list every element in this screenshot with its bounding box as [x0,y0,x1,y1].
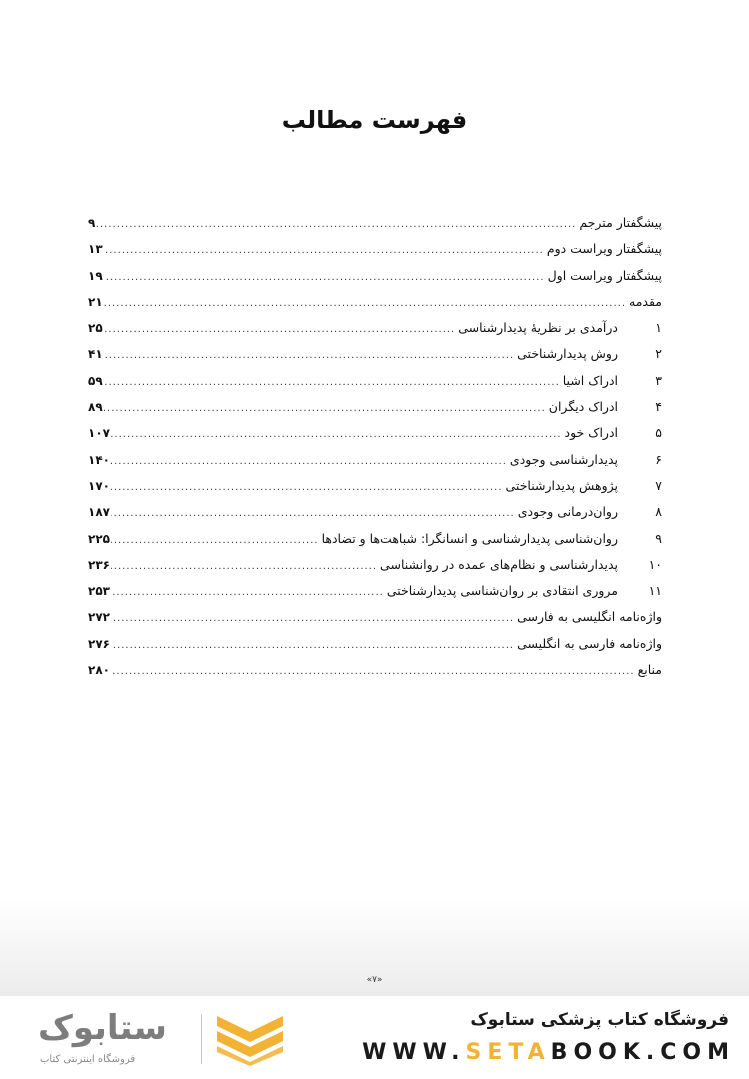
toc-entry-title: پیشگفتار ویراست دوم [546,241,662,257]
toc-entry[interactable] [88,657,662,683]
toc-page-number: ۱۸۷ [88,505,110,520]
toc-page-number: ۲۵۳ [88,584,110,599]
toc-entry[interactable] [88,289,662,315]
toc-entry-title: مروری انتقادی بر روان‌شناسی پدیدارشناختی [386,583,618,599]
toc-entry-title: منابع [637,662,662,678]
toc-entry[interactable] [88,236,662,262]
page-title: فهرست مطالب [281,106,468,134]
toc-entry[interactable] [88,604,662,630]
toc-page-number: ۱۹ [88,268,103,283]
toc-chapter-number: ۹ [655,530,662,546]
toc-page-number: ۸۹ [88,400,103,415]
toc-chapter-number: ۷ [655,477,662,493]
toc-page-number: ۲۳۶ [88,557,110,572]
toc-chapter-number: ۶ [655,451,662,467]
toc-entry-title: پیشگفتار ویراست اول [547,267,662,283]
dot-leader [104,317,456,343]
toc-chapter-number: ۱ [655,320,662,336]
toc-entry-title: روان‌درمانی وجودی [517,504,618,520]
url-highlight: SETA [465,1040,551,1065]
toc-chapter-number: ۴ [655,399,662,415]
dot-leader [104,343,514,369]
toc-entry-title: پیشگفتار مترجم [579,215,662,230]
toc-entry[interactable] [88,315,662,341]
stacked-books-icon [215,1012,285,1066]
toc-entry-title: پدیدارشناسی و نظام‌های عمده در روانشناسی [380,556,618,572]
shop-url[interactable] [362,1040,735,1065]
toc-page-number: ۲۵ [88,321,103,336]
toc-page-number: ۲۱ [88,294,103,309]
toc-entry[interactable] [88,263,662,289]
toc-page-number: ۲۲۵ [88,531,110,546]
toc-entry-title: پژوهش پدیدارشناختی [505,477,618,493]
toc-entry-title: روان‌شناسی پدیدارشناسی و انسانگرا: شباهت‌ها و تضادها [321,530,618,546]
toc-chapter-number: ۵ [655,425,662,441]
toc-entry-title: پدیدارشناسی وجودی [509,451,618,467]
toc-chapter-number: ۱۰ [648,556,662,572]
toc-entry-title: روش پدیدارشناختی [517,346,618,362]
toc-page-number: ۱۳ [88,242,103,257]
toc-chapter-number: ۲ [655,346,662,362]
dot-leader [104,291,626,317]
toc-entry-title: ادراک خود [564,425,618,441]
toc-page-number: ۱۰۷ [88,426,110,441]
url-suffix: BOOK.COM [550,1040,735,1065]
toc-entry[interactable] [88,499,662,525]
logo-divider [201,1014,202,1064]
dot-leader [111,580,384,606]
dot-leader [104,396,546,422]
toc-entry[interactable] [88,368,662,394]
toc-page-number: ۹ [88,216,96,230]
dot-leader [111,449,507,475]
toc-entry[interactable] [88,473,662,499]
toc-entry[interactable] [88,631,662,657]
toc-entry[interactable] [88,341,662,367]
shop-name: فروشگاه کتاب پزشکی ستابوک [470,1010,729,1030]
url-prefix: WWW. [362,1040,466,1065]
dot-leader [111,633,514,659]
toc-entry[interactable] [88,526,662,552]
page-number: «۷» [366,975,383,985]
toc-page-number: ۲۸۰ [88,663,110,678]
logo-tagline: فروشگاه اینترنتی کتاب [40,1054,136,1065]
toc-entry-title: ادراک دیگران [548,399,618,415]
toc-entry[interactable] [88,578,662,604]
dot-leader [111,422,562,448]
toc-entry-title: واژه‌نامه انگلیسی به فارسی [517,609,662,625]
dot-leader [104,265,545,291]
dot-leader [111,501,515,527]
dot-leader [104,370,560,396]
toc-page-number: ۱۷۰ [88,478,110,493]
toc-entry-title: واژه‌نامه فارسی به انگلیسی [517,635,662,651]
toc-chapter-number: ۸ [655,504,662,520]
toc-page-number: ۵۹ [88,373,103,388]
toc-entry[interactable] [88,394,662,420]
dot-leader [111,475,503,501]
toc-page-number: ۴۱ [88,347,103,362]
dot-leader [111,554,377,580]
dot-leader [96,212,576,238]
toc-entry-title: درآمدی بر نظریهٔ پدیدارشناسی [458,320,618,336]
dot-leader [111,606,514,632]
toc-entry-title: مقدمه [629,293,662,309]
toc-chapter-number: ۱۱ [648,583,662,599]
toc-entry[interactable] [88,210,662,236]
toc-page-number: ۱۴۰ [88,452,110,467]
toc-page-number: ۲۷۲ [88,610,110,625]
toc-entry-title: ادراک اشیا [562,372,618,388]
toc-entry[interactable] [88,447,662,473]
toc-chapter-number: ۳ [655,372,662,388]
dot-leader [111,528,319,554]
logo-wordmark: ستابوک [38,1008,167,1048]
publisher-footer [0,996,749,1079]
dot-leader [104,238,544,264]
toc-entry[interactable] [88,552,662,578]
toc-page-number: ۲۷۶ [88,636,110,651]
dot-leader [111,659,635,685]
table-of-contents [88,210,662,683]
toc-entry[interactable] [88,420,662,446]
